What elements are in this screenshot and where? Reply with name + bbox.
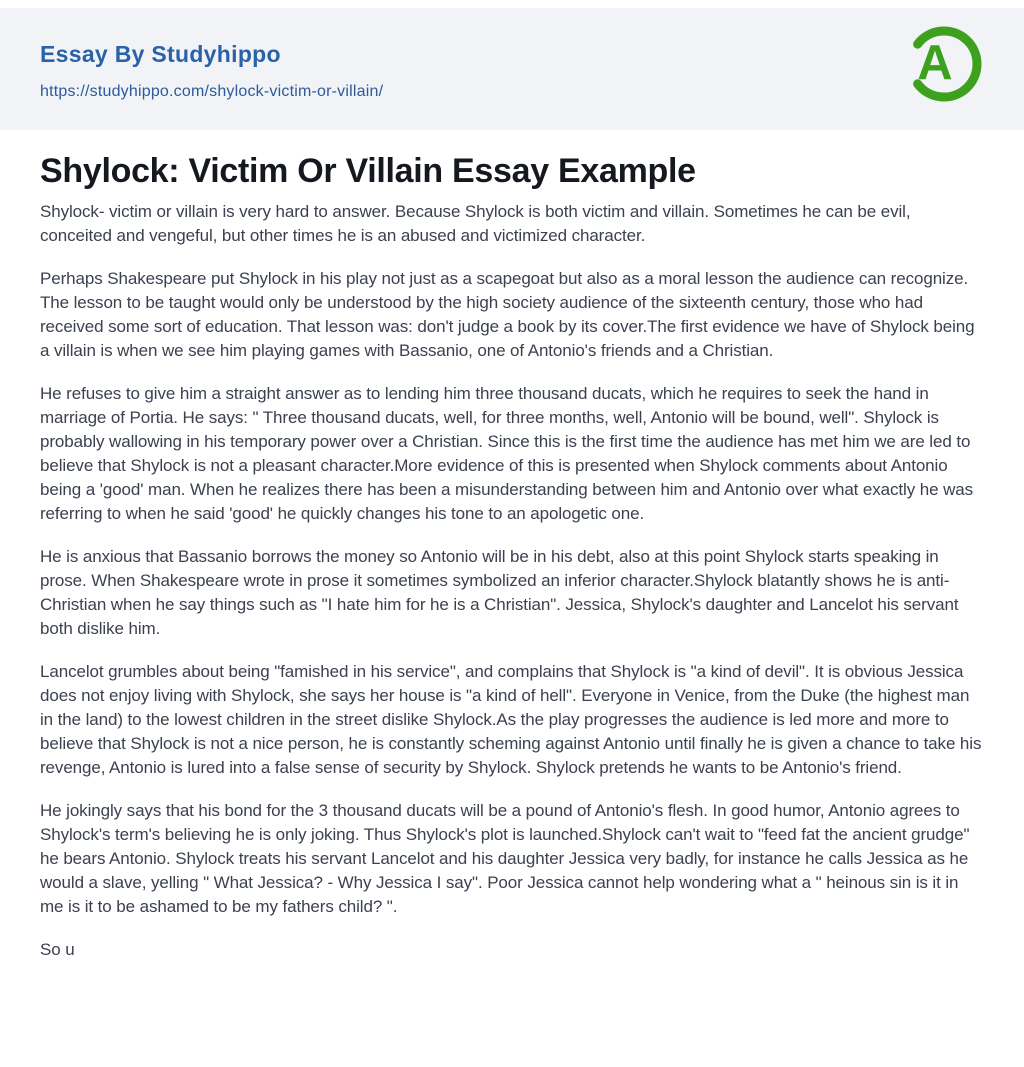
essay-paragraph-3: He refuses to give him a straight answer as to lending him three thousand ducats, which he requires to seek the hand in marriage of Portia. He says: " Three thousand ducats, well, for three months, well, Antonio will be bound, well". Shylock is probably wallowing in his temporary power over a Christian. Since this is the first time the audience has met him we are led to believe that Shylock is not a pleasant character.More evidence of this is presented when Shylock comments about Antonio being a 'good' man. When he realizes there has been a misunderstanding between him and Antonio over what exactly he was referring to when he said 'good' he quickly changes his tone to an apologetic one. <box>40 384 974 523</box>
site-name-link[interactable]: Essay By Studyhippo <box>40 41 281 67</box>
essay-paragraph-5: Lancelot grumbles about being "famished in his service", and complains that Shylock is "a kind of devil". It is obvious Jessica does not enjoy living with Shylock, she says her house is "a kind of hell". Everyone in Venice, from the Duke (the highest man in the land) to the lowest children in the street dislike Shylock.As the play progresses the audience is led more and more to believe that Shylock is not a nice person, he is constantly scheming against Antonio until finally he is given a chance to take his revenge, Antonio is lured into a false sense of security by Shylock. Shylock pretends he wants to be Antonio's friend. <box>40 662 982 777</box>
essay-paragraph-1: Shylock- victim or villain is very hard to answer. Because Shylock is both victim and villain. Sometimes he can be evil, conceited and vengeful, but other times he is an abused and victimized character. <box>40 202 911 245</box>
site-header-text <box>40 37 383 101</box>
logo-arc-a-icon <box>904 22 984 106</box>
source-url-link[interactable]: https://studyhippo.com/shylock-victim-or-villain/ <box>40 83 384 100</box>
studyhippo-logo[interactable] <box>904 22 984 106</box>
essay-paragraph-6: He jokingly says that his bond for the 3 thousand ducats will be a pound of Antonio's flesh. In good humor, Antonio agrees to Shylock's term's believing he is only joking. Thus Shylock's plot is launched.Shylock can't wait to "feed fat the ancient grudge" he bears Antonio. Shylock treats his servant Lancelot and his daughter Jessica very badly, for instance he calls Jessica as he would a slave, yelling " What Jessica? - Why Jessica I say". Poor Jessica cannot help wondering what a " heinous sin is it in me is it to be ashamed to be my fathers child? ". <box>40 801 970 916</box>
essay-paragraph-4: He is anxious that Bassanio borrows the money so Antonio will be in his debt, also at this point Shylock starts speaking in prose. When Shakespeare wrote in prose it sometimes symbolized an inferior character.Shylock blatantly shows he is anti-Christian when he say things such as "I hate him for he is a Christian". Jessica, Shylock's daughter and Lancelot his servant both dislike him. <box>40 547 959 638</box>
essay-page <box>0 8 1024 1067</box>
essay-paragraph-2: Perhaps Shakespeare put Shylock in his play not just as a scapegoat but also as a moral lesson the audience can recognize. The lesson to be taught would only be understood by the high society audience of the sixteenth century, those who had received some sort of education. That lesson was: don't judge a book by its cover.The first evidence we have of Shylock being a villain is when we see him playing games with Bassanio, one of Antonio's friends and a Christian. <box>40 269 975 360</box>
essay-paragraph-7-truncated: So u <box>40 940 75 959</box>
site-header <box>0 8 1024 130</box>
logo-letter: A <box>917 36 953 90</box>
essay-title: Shylock: Victim Or Villain Essay Example <box>40 152 696 190</box>
essay-content <box>0 151 1024 962</box>
